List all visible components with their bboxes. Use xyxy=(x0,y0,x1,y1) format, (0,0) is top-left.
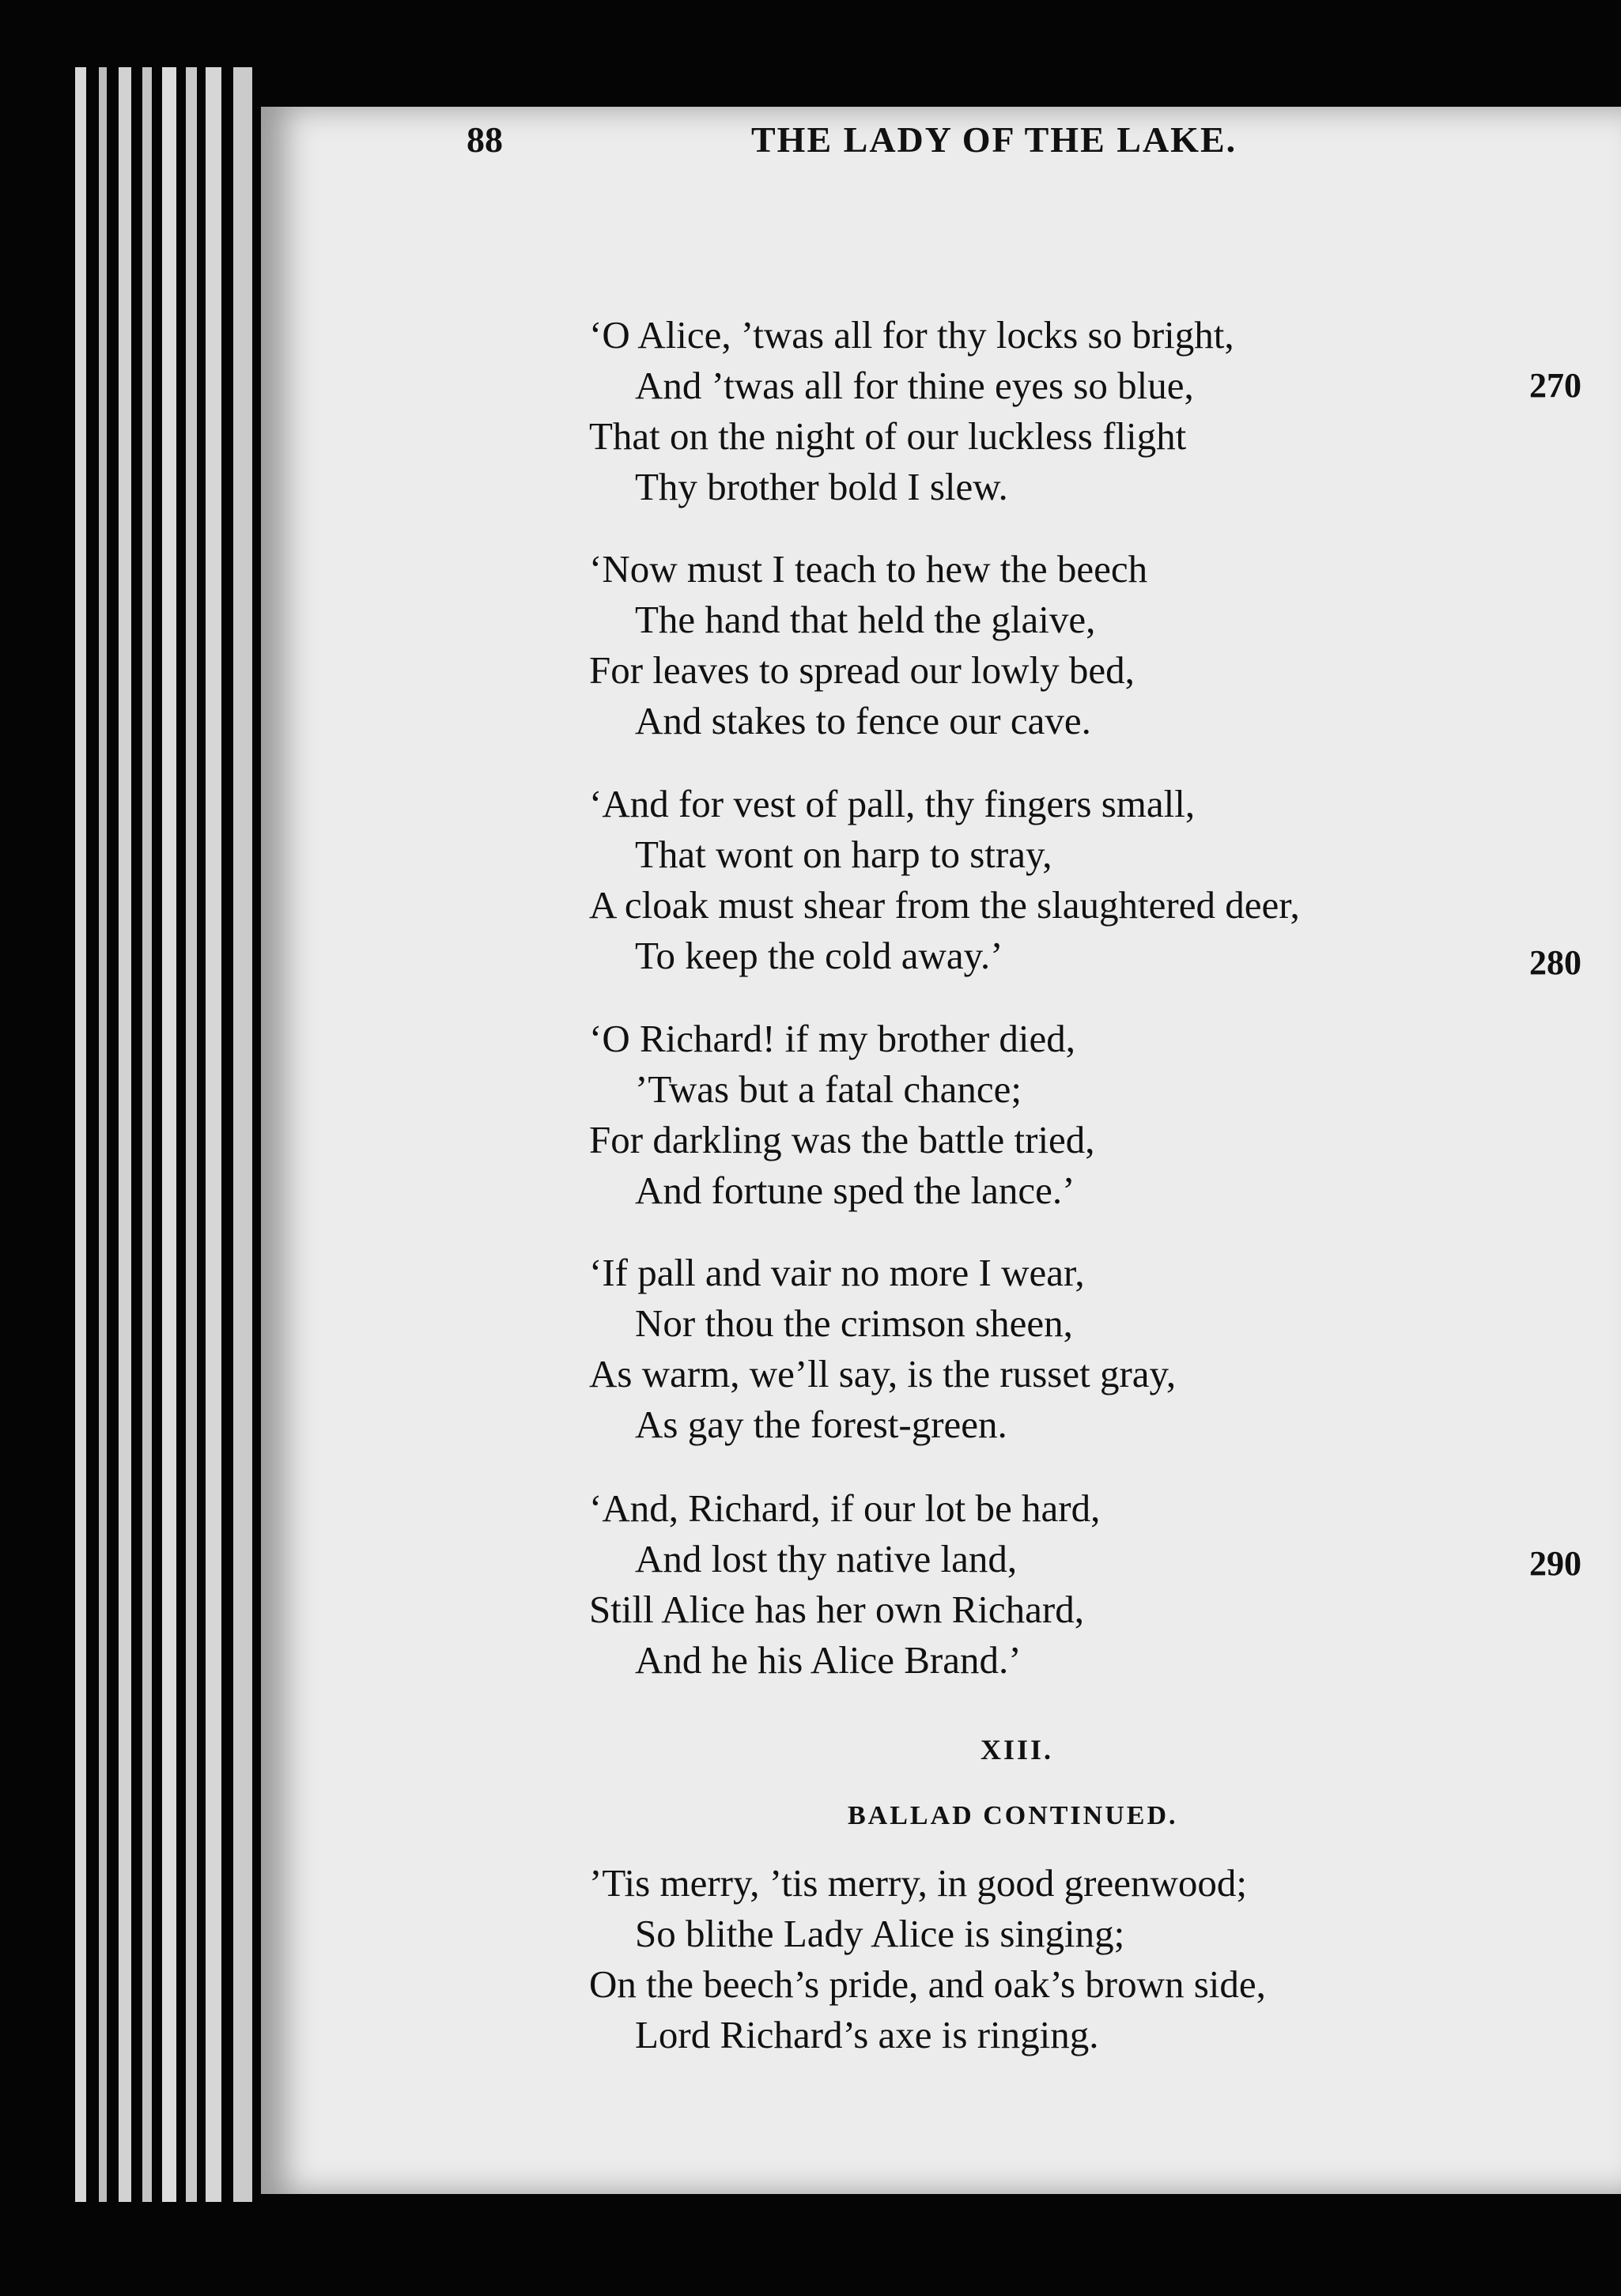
verse-line: ‘O Richard! if my brother died, xyxy=(589,1017,1076,1060)
verse-line: ‘And for vest of pall, thy fingers small, xyxy=(589,782,1196,825)
page-edges xyxy=(75,67,281,2202)
verse-line: That on the night of our luckless flight xyxy=(589,414,1187,458)
line-number: 290 xyxy=(1529,1544,1581,1583)
verse-line: And fortune sped the lance.’ xyxy=(635,1169,1075,1212)
verse-line: That wont on harp to stray, xyxy=(635,833,1052,876)
line-number: 280 xyxy=(1529,943,1581,982)
verse-line: The hand that held the glaive, xyxy=(635,598,1096,641)
verse-line: For leaves to spread our lowly bed, xyxy=(589,648,1135,692)
stanza xyxy=(589,544,1498,746)
stanza xyxy=(589,1014,1498,1216)
verse-line: So blithe Lady Alice is singing; xyxy=(635,1912,1125,1955)
stanza xyxy=(589,310,1498,512)
page-number: 88 xyxy=(467,119,503,160)
verse-line: For darkling was the battle tried, xyxy=(589,1118,1095,1161)
verse-line: As gay the forest-green. xyxy=(635,1403,1007,1446)
section-title: BALLAD CONTINUED. xyxy=(848,1801,1178,1830)
verse-line: A cloak must shear from the slaughtered deer, xyxy=(589,883,1300,927)
verse-line: ’Twas but a fatal chance; xyxy=(635,1067,1022,1111)
verse-line: And he his Alice Brand.’ xyxy=(635,1638,1022,1682)
verse-line: To keep the cold away.’ xyxy=(635,934,1003,977)
verse-line: As warm, we’ll say, is the russet gray, xyxy=(589,1352,1177,1395)
verse-line: Lord Richard’s axe is ringing. xyxy=(635,2013,1099,2056)
stanza xyxy=(589,1858,1498,2060)
verse-line: Nor thou the crimson sheen, xyxy=(635,1301,1073,1345)
verse-line: ‘Now must I teach to hew the beech xyxy=(589,547,1148,591)
verse-line: And stakes to fence our cave. xyxy=(635,699,1091,742)
line-number: 270 xyxy=(1529,366,1581,405)
verse-line: And ’twas all for thine eyes so blue, xyxy=(635,364,1194,407)
verse-line: And lost thy native land, xyxy=(635,1537,1018,1580)
verse-line: ‘And, Richard, if our lot be hard, xyxy=(589,1486,1101,1530)
stanza xyxy=(589,779,1498,981)
verse-line: Still Alice has her own Richard, xyxy=(589,1588,1084,1631)
verse-line: On the beech’s pride, and oak’s brown side, xyxy=(589,1962,1266,2006)
stanza xyxy=(589,1248,1498,1450)
verse-line: ‘O Alice, ’twas all for thy locks so bright, xyxy=(589,313,1234,357)
verse-line: ‘If pall and vair no more I wear, xyxy=(589,1251,1085,1294)
verse-line: ’Tis merry, ’tis merry, in good greenwood; xyxy=(589,1861,1247,1905)
stanza xyxy=(589,1483,1498,1686)
verse-line: Thy brother bold I slew. xyxy=(635,465,1008,508)
running-title: THE LADY OF THE LAKE. xyxy=(751,119,1237,160)
section-number: XIII. xyxy=(981,1734,1054,1765)
